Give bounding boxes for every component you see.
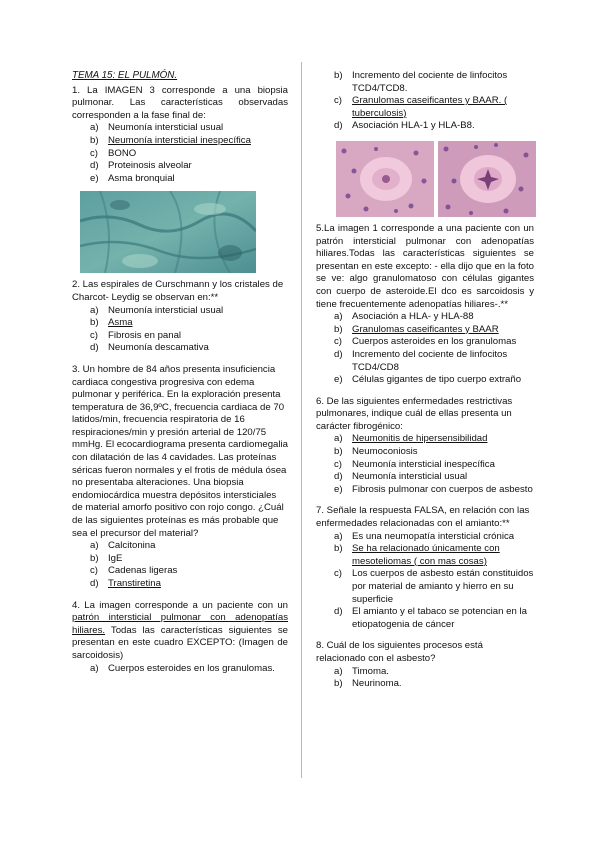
answer-list: [316, 666, 534, 691]
answer-option: c) Cuerpos asteroides en los granulomas: [334, 336, 517, 348]
answer-option: a) Neumonía intersticial usual: [90, 304, 224, 316]
answer-option: c) BONO: [90, 147, 137, 159]
left-column: [72, 70, 288, 675]
question-text: 3. Un hombre de 84 años presenta insuficiencia cardiaca congestiva progresiva con edema pulmonar y periférica. En la exploración presenta temperatura de 36,9ºC, frecuencia cardiaca de 70 latidos/min, frecuencia respiratoria de 16 respiraciones/min y presión arterial de 120/75 mmHg. El ecocardiograma presenta cardiomegalia con dilatación de las 4 cavidades. Las proteínas séricas fueron normales y el frotis de médula ósea no presentaba alteraciones. Una biopsia endomiocárdica muestra depósitos intersticiales de material amorfo positivo con rojo congo. ¿Cuál de las siguientes proteínas es más probable que sea el precursor del material?: [72, 363, 288, 539]
answer-option: c) Fibrosis en panal: [90, 329, 182, 341]
question-text: 5.La imagen 1 corresponde a una paciente con un patrón intersticial pulmonar con adenopatías hiliares.Todas las características siguientes se presentan en este excepto: - ella dijo que en la foto se ve: algo granulomatoso con células gigantes con cuerpo de asteroide.El dco es sarcoidosis y tiene frecuentemente adenopatías hiliares-.**: [316, 222, 534, 310]
answer-option: b) Neumonía intersticial inespecífica: [90, 134, 251, 146]
answer-option: a) Neumonía intersticial usual: [90, 122, 224, 134]
answer-option: c) Granulomas caseificantes y BAAR. ( tuberculosis): [334, 95, 508, 119]
answer-option: d) Neumonía descamativa: [90, 342, 209, 354]
answer-list-continued: [316, 70, 534, 133]
answer-option: b) Granulomas caseificantes y BAAR: [334, 323, 499, 335]
answer-option: b) Neumoconiosis: [334, 446, 418, 458]
answer-option: c) Neumonía intersticial inespecífica: [334, 458, 495, 470]
answer-option: b) Se ha relacionado únicamente con mesoteliomas ( con mas cosas): [334, 543, 500, 567]
answer-option: a) Es una neumopatía intersticial crónica: [334, 530, 515, 542]
answer-option: a) Asociación a HLA- y HLA-88: [334, 311, 474, 323]
sarcoidosis-histology-image: [336, 141, 536, 217]
answer-option: d) El amianto y el tabaco se potencian en la etiopatogenia de cáncer: [334, 606, 527, 630]
answer-option: c) Cadenas ligeras: [90, 565, 178, 577]
question-text: 7. Señale la respuesta FALSA, en relación con las enfermedades relacionadas con el amianto:**: [316, 505, 530, 530]
answer-list: [316, 531, 534, 632]
question-3: [72, 364, 288, 591]
question-text: 8. Cuál de los siguientes procesos está relacionado con el asbesto?: [316, 640, 483, 664]
question-8: [316, 640, 534, 690]
answer-list: [72, 305, 288, 355]
answer-option: e) Fibrosis pulmonar con cuerpos de asbesto: [334, 483, 533, 495]
answer-list: [72, 540, 288, 590]
lung-biopsy-image: [80, 191, 256, 273]
question-1: [72, 85, 288, 274]
answer-option: b) IgE: [90, 552, 123, 564]
column-divider: [301, 62, 302, 778]
answer-list: [316, 433, 534, 496]
question-6: [316, 396, 534, 497]
answer-option: b) Incremento del cociente de linfocitos TCD4/TCD8.: [334, 70, 508, 94]
answer-option: d) Neumonía intersticial usual: [334, 471, 468, 483]
answer-option: d) Proteinosis alveolar: [90, 160, 192, 172]
answer-option: a) Cuerpos esteroides en los granulomas.: [90, 662, 275, 674]
question-text: 1. La IMAGEN 3 corresponde a una biopsia pulmonar. Las características observadas corresponden a la fase final de:: [72, 84, 288, 121]
question-5: [316, 223, 534, 387]
answer-option: a) Calcitonina: [90, 540, 156, 552]
question-text: 4. La imagen corresponde a un paciente con un patrón intersticial pulmonar con adenopatías hiliares. Todas las características siguientes se presentan en este cuadro EXCEPTO: (Imagen de sarcoidosis): [72, 599, 288, 661]
question-4: [72, 600, 288, 676]
answer-option: d) Asociación HLA-1 y HLA-B8.: [334, 120, 475, 132]
answer-option: c) Los cuerpos de asbesto están constituidos por material de amianto y hierro en su superficie: [334, 568, 534, 605]
page-title: TEMA 15: EL PULMÓN.: [72, 70, 178, 81]
answer-list: [72, 663, 288, 676]
answer-option: d) Incremento del cociente de linfocitos TCD4/CD8: [334, 348, 508, 373]
answer-option: d) Transtiretina: [90, 578, 161, 589]
answer-option: b) Asma: [90, 317, 133, 329]
answer-list: [72, 122, 288, 185]
right-column: [316, 70, 534, 691]
answer-list: [316, 311, 534, 387]
answer-option: a) Timoma.: [334, 665, 389, 677]
question-7: [316, 505, 534, 631]
answer-option: e) Asma bronquial: [90, 172, 175, 184]
question-text: 2. Las espirales de Curschmann y los cristales de Charcot- Leydig se observan en:**: [72, 279, 284, 303]
answer-option: b) Neurinoma.: [334, 678, 402, 690]
question-2: [72, 279, 288, 355]
question-text: 6. De las siguientes enfermedades restrictivas pulmonares, indique cuál de ellas presenta un carácter fibrogénico:: [316, 395, 513, 432]
answer-option: e) Células gigantes de tipo cuerpo extraño: [334, 374, 522, 386]
answer-option: a) Neumonitis de hipersensibilidad: [334, 433, 488, 445]
